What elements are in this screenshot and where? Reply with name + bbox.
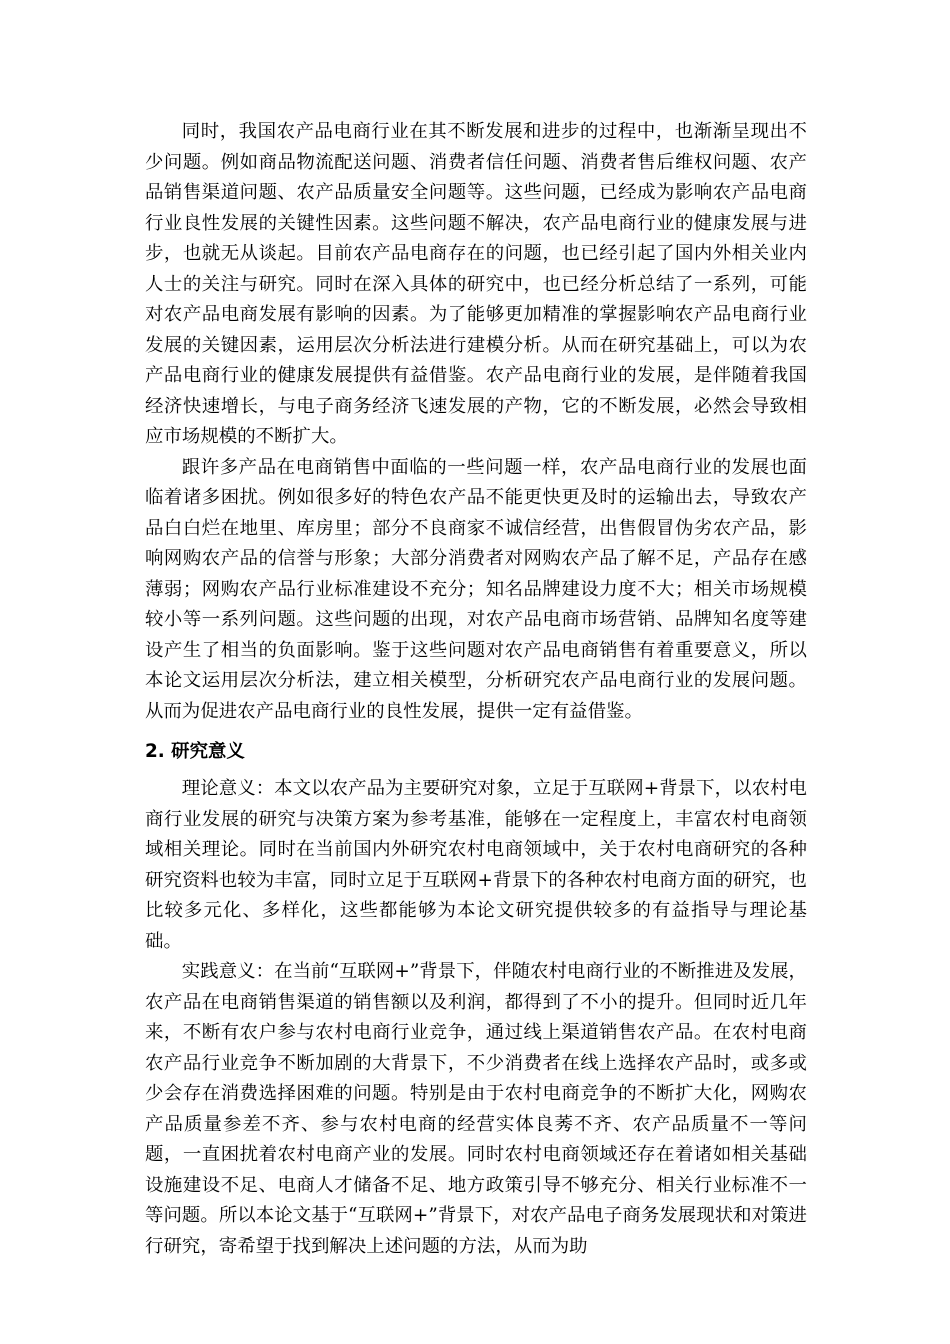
body-paragraph: 理论意义：本文以农产品为主要研究对象，立足于互联网+背景下，以农村电商行业发展的研究与决策方案为参考基准，能够在一定程度上，丰富农村电商领域相关理论。同时在当前国内外研究农村电商领域中，关于农村电商研究的各种研究资料也较为丰富，同时立足于互联网+背景下的各种农村电商方面的研究，也比较多元化、多样化，这些都能够为本论文研究提供较多的有益指导与理论基础。 xyxy=(145,778,807,952)
section-heading: 2. 研究意义 xyxy=(145,741,245,762)
body-paragraph: 同时，我国农产品电商行业在其不断发展和进步的过程中，也渐渐呈现出不少问题。例如商品物流配送问题、消费者信任问题、消费者售后维权问题、农产品销售渠道问题、农产品质量安全问题等。这些问题，已经成为影响农产品电商行业良性发展的关键性因素。这些问题不解决，农产品电商行业的健康发展与进步，也就无从谈起。目前农产品电商存在的问题，也已经引起了国内外相关业内人士的关注与研究。同时在深入具体的研究中，也已经分析总结了一系列，可能对农产品电商发展有影响的因素。为了能够更加精准的掌握影响农产品电商行业发展的关键因素，运用层次分析法进行建模分析。从而在研究基础上，可以为农产品电商行业的健康发展提供有益借鉴。农产品电商行业的发展，是伴随着我国经济快速增长，与电子商务经济飞速发展的产物，它的不断发展，必然会导致相应市场规模的不断扩大。 xyxy=(145,121,807,447)
body-paragraph: 跟许多产品在电商销售中面临的一些问题一样，农产品电商行业的发展也面临着诸多困扰。例如很多好的特色农产品不能更快更及时的运输出去，导致农产品白白烂在地里、库房里；部分不良商家不诚信经营，出售假冒伪劣农产品，影响网购农产品的信誉与形象；大部分消费者对网购农产品了解不足，产品存在感薄弱；网购农产品行业标准建设不充分；知名品牌建设力度不大；相关市场规模较小等一系列问题。这些问题的出现，对农产品电商市场营销、品牌知名度等建设产生了相当的负面影响。鉴于这些问题对农产品电商销售有着重要意义，所以本论文运用层次分析法，建立相关模型，分析研究农产品电商行业的发展问题。从而为促进农产品电商行业的良性发展，提供一定有益借鉴。 xyxy=(145,456,807,722)
document-page xyxy=(145,117,807,1262)
body-paragraph: 实践意义：在当前“互联网+”背景下，伴随农村电商行业的不断推进及发展，农产品在电商销售渠道的销售额以及利润，都得到了不小的提升。但同时近几年来，不断有农户参与农村电商行业竞争，通过线上渠道销售农产品。在农村电商农产品行业竞争不断加剧的大背景下，不少消费者在线上选择农产品时，或多或少会存在消费选择困难的问题。特别是由于农村电商竞争的不断扩大化，网购农产品质量参差不齐、参与农村电商的经营实体良莠不齐、农产品质量不一等问题，一直困扰着农村电商产业的发展。同时农村电商领域还存在着诸如相关基础设施建设不足、电商人才储备不足、地方政策引导不够充分、相关行业标准不一等问题。所以本论文基于“互联网+”背景下，对农产品电子商务发展现状和对策进行研究，寄希望于找到解决上述问题的方法，从而为助 xyxy=(145,961,807,1257)
